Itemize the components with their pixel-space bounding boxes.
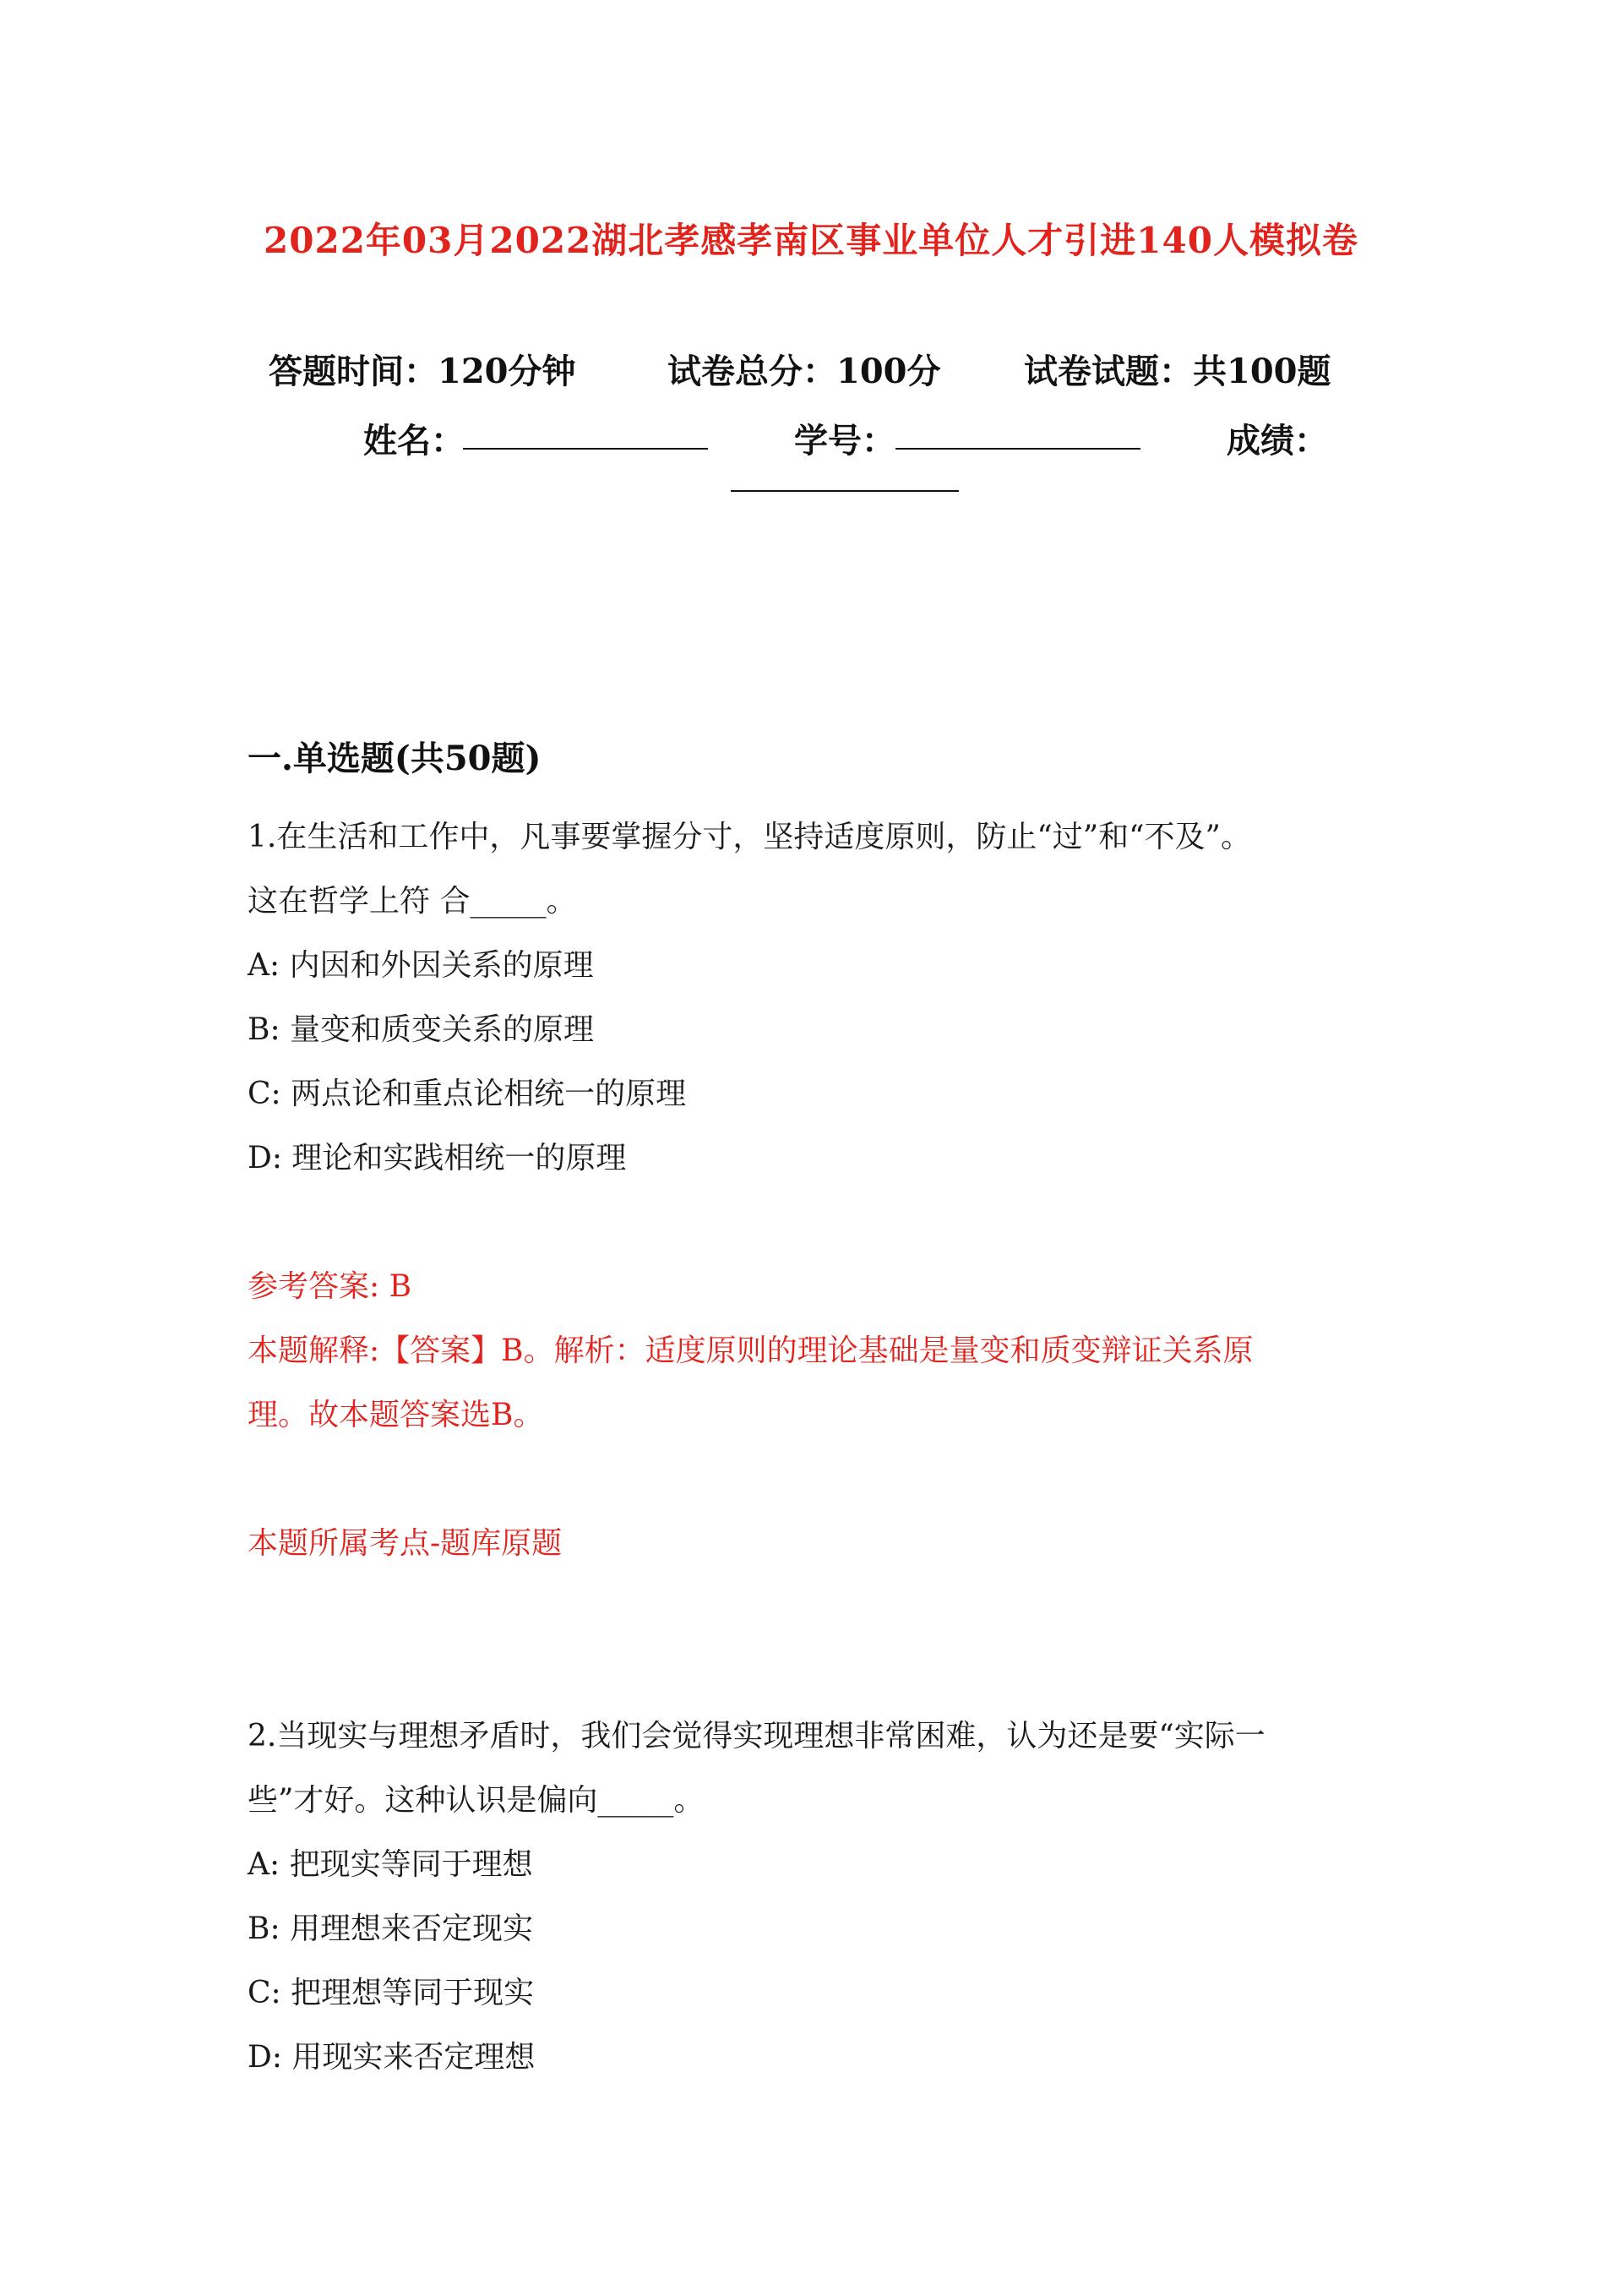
question-2-option-a[interactable]: A: 把现实等同于理想 — [248, 1847, 533, 1882]
name-label: 姓名： — [363, 421, 465, 461]
question-2-stem-line-1: 2.当现实与理想矛盾时，我们会觉得实现理想非常困难，认为还是要“实际一 — [248, 1719, 1265, 1753]
score-label: 成绩： — [1227, 421, 1328, 461]
question-1-stem-line-2: 这在哲学上符 合_____。 — [248, 884, 577, 919]
question-1-option-a[interactable]: A: 内因和外因关系的原理 — [248, 948, 594, 983]
question-2-stem-line-2: 些”才好。这种认识是偏向_____。 — [248, 1783, 705, 1818]
section-title: 一.单选题(共50题) — [248, 739, 542, 778]
total-score: 试卷总分：100分 — [667, 352, 941, 391]
question-1-option-b[interactable]: B: 量变和质变关系的原理 — [248, 1012, 595, 1047]
question-1-explanation-line-1: 本题解释:【答案】B。解析：适度原则的理论基础是量变和质变辩证关系原 — [248, 1333, 1254, 1368]
student-id-field[interactable] — [895, 448, 1140, 450]
student-id-label: 学号： — [794, 421, 895, 461]
question-2-option-b[interactable]: B: 用理想来否定现实 — [248, 1912, 534, 1946]
question-2-option-c[interactable]: C: 把理想等同于现实 — [248, 1976, 535, 2010]
exam-title: 2022年03月2022湖北孝感孝南区事业单位人才引进140人模拟卷 — [264, 220, 1358, 261]
question-2-option-d[interactable]: D: 用现实来否定理想 — [248, 2040, 536, 2075]
exam-time: 答题时间：120分钟 — [269, 352, 576, 391]
question-1-stem-line-1: 1.在生活和工作中，凡事要掌握分寸，坚持适度原则，防止“过”和“不及”。 — [248, 820, 1251, 854]
name-field[interactable] — [463, 448, 708, 450]
score-field[interactable] — [731, 490, 959, 492]
total-questions: 试卷试题：共100题 — [1024, 352, 1331, 391]
question-1-option-d[interactable]: D: 理论和实践相统一的原理 — [248, 1141, 627, 1175]
question-1-knowledge-point: 本题所属考点-题库原题 — [248, 1526, 563, 1561]
question-1-answer: 参考答案: B — [248, 1269, 412, 1304]
question-1-option-c[interactable]: C: 两点论和重点论相统一的原理 — [248, 1077, 687, 1111]
question-1-explanation-line-2: 理。故本题答案选B。 — [248, 1398, 544, 1432]
